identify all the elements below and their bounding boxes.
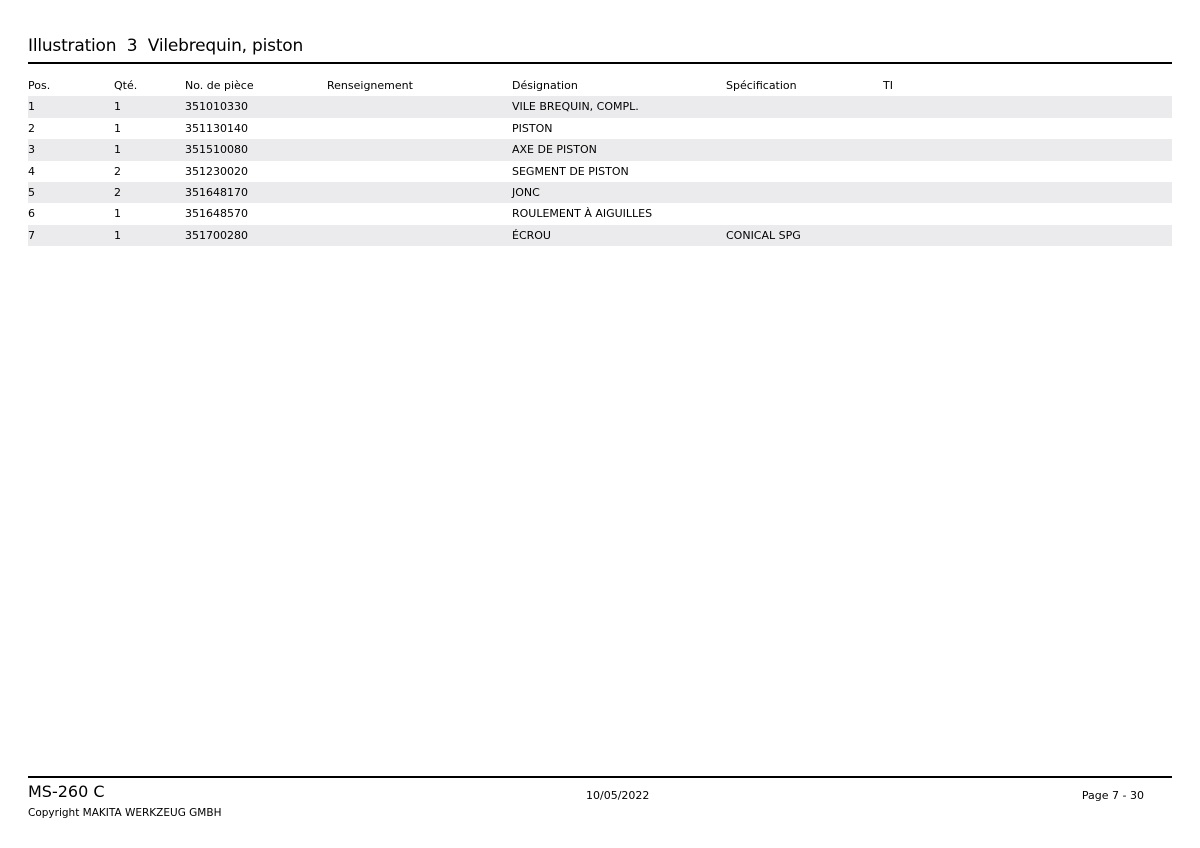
- table-row: [28, 203, 1172, 224]
- cell-part-number: 351010330: [185, 100, 248, 114]
- table-row: [28, 225, 1172, 246]
- cell-pos: 3: [28, 143, 35, 157]
- column-header-qty: Qté.: [114, 79, 138, 92]
- cell-designation: AXE DE PISTON: [512, 143, 597, 157]
- cell-qty: 1: [114, 207, 121, 221]
- parts-table: [28, 75, 1172, 246]
- cell-part-number: 351648170: [185, 185, 248, 199]
- page-title: Illustration 3 Vilebrequin, piston: [28, 36, 304, 56]
- cell-part-number: 351648570: [185, 207, 248, 221]
- cell-designation: SEGMENT DE PISTON: [512, 164, 629, 178]
- cell-part-number: 351130140: [185, 121, 248, 135]
- cell-designation: ROULEMENT À AIGUILLES: [512, 207, 653, 221]
- cell-designation: ÉCROU: [512, 228, 551, 242]
- copyright-notice: Copyright MAKITA WERKZEUG GMBH: [28, 807, 222, 819]
- cell-pos: 5: [28, 185, 35, 199]
- table-row: [28, 161, 1172, 182]
- cell-qty: 1: [114, 121, 121, 135]
- cell-qty: 1: [114, 143, 121, 157]
- table-row: [28, 139, 1172, 160]
- column-header-designation: Désignation: [512, 79, 578, 92]
- document-date: 10/05/2022: [586, 789, 650, 802]
- cell-designation: VILE BREQUIN, COMPL.: [512, 100, 639, 114]
- cell-pos: 4: [28, 164, 35, 178]
- cell-part-number: 351230020: [185, 164, 248, 178]
- cell-pos: 2: [28, 121, 35, 135]
- table-row: [28, 96, 1172, 117]
- cell-pos: 6: [28, 207, 35, 221]
- cell-qty: 1: [114, 100, 121, 114]
- column-header-pos: Pos.: [28, 79, 51, 92]
- model-name: MS-260 C: [28, 782, 105, 801]
- cell-part-number: 351700280: [185, 228, 248, 242]
- column-header-part-number: No. de pièce: [185, 79, 254, 92]
- cell-specification: CONICAL SPG: [726, 228, 801, 242]
- cell-qty: 2: [114, 185, 121, 199]
- table-row: [28, 118, 1172, 139]
- column-header-info: Renseignement: [327, 79, 413, 92]
- table-header-row: [28, 75, 1172, 96]
- cell-qty: 2: [114, 164, 121, 178]
- cell-designation: PISTON: [512, 121, 553, 135]
- table-row: [28, 182, 1172, 203]
- title-divider: [28, 62, 1172, 64]
- cell-designation: JONC: [512, 185, 540, 199]
- cell-qty: 1: [114, 228, 121, 242]
- cell-part-number: 351510080: [185, 143, 248, 157]
- column-header-ti: TI: [883, 79, 893, 92]
- column-header-specification: Spécification: [726, 79, 797, 92]
- page-number: Page 7 - 30: [1081, 789, 1144, 802]
- footer-divider: [28, 776, 1172, 778]
- cell-pos: 1: [28, 100, 35, 114]
- cell-pos: 7: [28, 228, 35, 242]
